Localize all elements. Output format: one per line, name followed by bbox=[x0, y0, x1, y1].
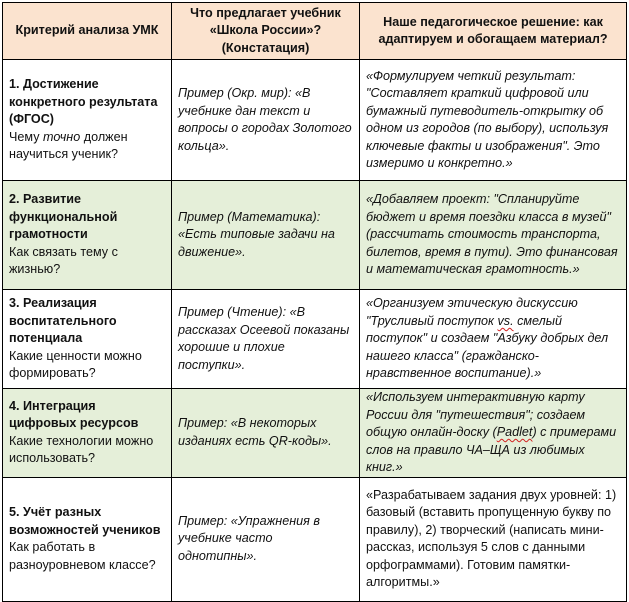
header-criterion: Критерий анализа УМК bbox=[3, 3, 172, 60]
table-row bbox=[3, 60, 627, 181]
table-row bbox=[3, 389, 627, 478]
table-row bbox=[3, 290, 627, 389]
criterion-title: 1. Достижение конкретного результата (ФГОС) bbox=[9, 77, 158, 127]
criterion-cell bbox=[3, 290, 172, 389]
table-header-row bbox=[3, 3, 627, 60]
criterion-question: Какие ценности можно формировать? bbox=[9, 348, 142, 381]
solution-part: смелый поступок" и создаем "Азбуку добрых дел нашего класса" (гражданско-нравственное воспитание).» bbox=[366, 313, 609, 381]
example-cell: Пример (Окр. мир): «В учебнике дан текст и вопросы о городах Золотого кольца». bbox=[172, 60, 360, 181]
example-cell: Пример: «В некоторых изданиях есть QR-коды». bbox=[172, 389, 360, 478]
solution-cell bbox=[360, 290, 627, 389]
solution-cell: «Формулируем четкий результат: "Составляет краткий цифровой или бумажный путеводитель-открытку об одном из городов (по выбору), используя ключевые факты и изображения". Это измеримо и конкретно.» bbox=[360, 60, 627, 181]
spellcheck-word: vs. bbox=[497, 313, 514, 328]
criterion-title: 5. Учёт разных возможностей учеников bbox=[9, 505, 161, 537]
header-pedagogical-solution: Наше педагогическое решение: как адаптируем и обогащаем материал? bbox=[360, 3, 627, 60]
criterion-title: 3. Реализация воспитательного потенциала bbox=[9, 296, 117, 346]
criterion-question: Как связать тему с жизнью? bbox=[9, 244, 118, 277]
criterion-title: 2. Развитие функциональной грамотности bbox=[9, 192, 118, 242]
criterion-question: Как работать в разноуровневом классе? bbox=[9, 540, 156, 572]
solution-part: «Организуем этическую дискуссию "Трусливый поступок bbox=[366, 296, 578, 328]
question-part: должен научиться ученик? bbox=[9, 129, 128, 162]
question-emphasis: точно bbox=[43, 129, 81, 144]
solution-cell: «Добавляем проект: "Спланируйте бюджет и время поездки класса в музей" (рассчитать стоимость транспорта, билетов, время в пути). Это финансовая и математическая грамотность.» bbox=[360, 181, 627, 290]
table-row bbox=[3, 181, 627, 290]
example-cell: Пример: «Упражнения в учебнике часто однотипны». bbox=[172, 477, 360, 601]
solution-part: «Используем интерактивную карту России для "путешествия"; создаем общую онлайн-доску ( bbox=[366, 390, 586, 439]
criterion-question bbox=[9, 129, 165, 164]
criterion-cell bbox=[3, 60, 172, 181]
solution-cell bbox=[360, 389, 627, 478]
example-cell: Пример (Чтение): «В рассказах Осеевой показаны хорошие и плохие поступки». bbox=[172, 290, 360, 389]
example-cell: Пример (Математика): «Есть типовые задачи на движение». bbox=[172, 181, 360, 290]
umk-analysis-table bbox=[2, 2, 627, 602]
question-part: Чему bbox=[9, 129, 43, 144]
spellcheck-word: Padlet bbox=[496, 425, 533, 439]
criterion-title: 4. Интеграция цифровых ресурсов bbox=[9, 398, 139, 431]
criterion-cell bbox=[3, 181, 172, 290]
solution-part: ) с примерами слов на правило ЧА–ЩА из любимых книг.» bbox=[366, 425, 617, 474]
table-row bbox=[3, 477, 627, 601]
criterion-cell bbox=[3, 477, 172, 601]
criterion-cell bbox=[3, 389, 172, 478]
solution-cell: «Разрабатываем задания двух уровней: 1) базовый (вставить пропущенную букву по правилу), 2) творческий (написать мини-рассказ, используя 5 слов с данными орфограммами). Готовим памятки-алгоритмы.» bbox=[360, 477, 627, 601]
header-textbook-offer: Что предлагает учебник «Школа России»? (Констатация) bbox=[172, 3, 360, 60]
criterion-question: Какие технологии можно использовать? bbox=[9, 433, 154, 466]
